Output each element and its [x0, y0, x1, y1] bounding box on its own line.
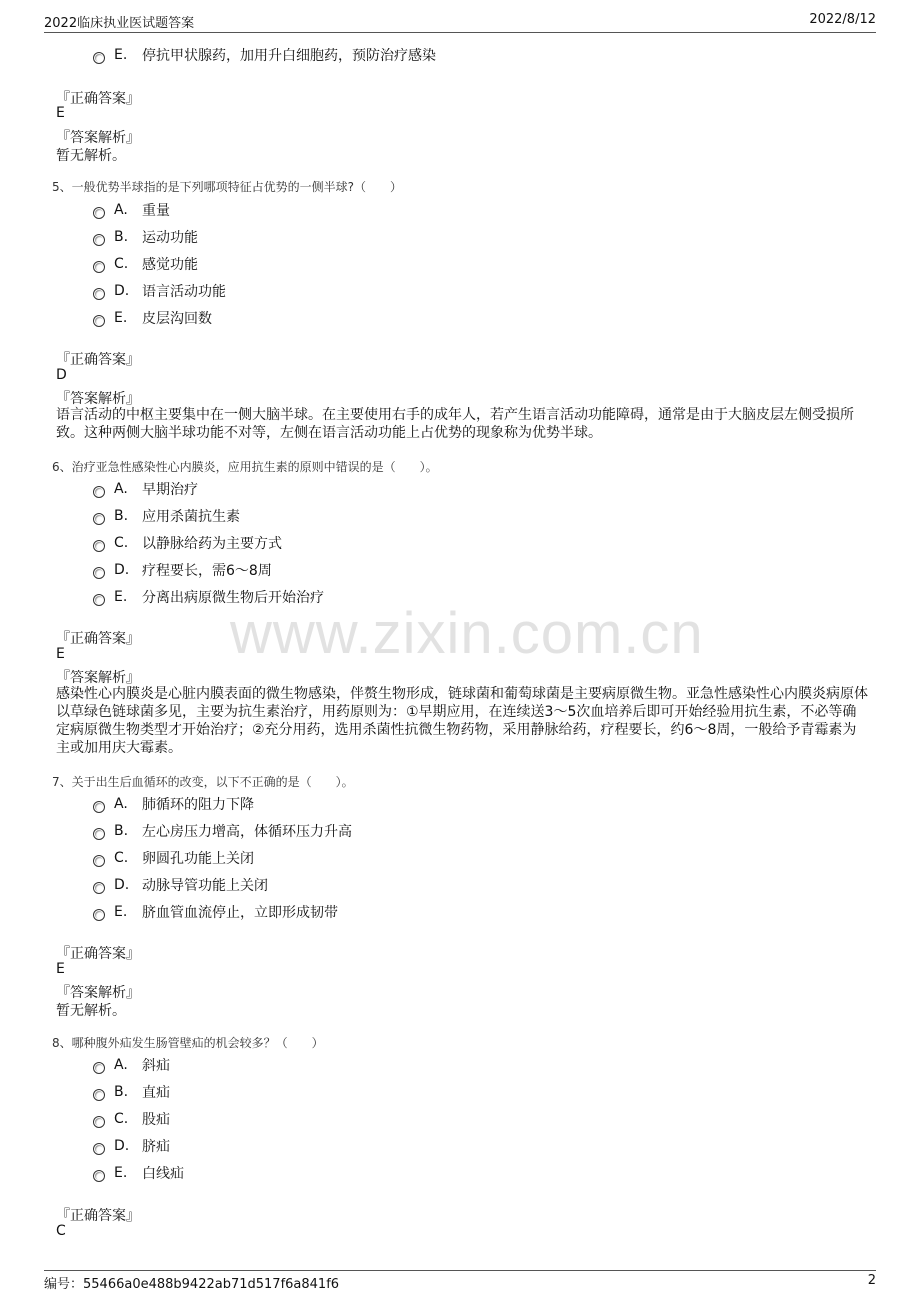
- question-5: 5、一般优势半球指的是下列哪项特征占优势的一侧半球?（ ）: [52, 180, 403, 194]
- page-number: 2: [867, 1273, 876, 1288]
- radio-icon[interactable]: [93, 567, 105, 579]
- correct-answer: E: [56, 961, 65, 977]
- doc-code: 编号：55466a0e488b9422ab71d517f6a841f6: [44, 1277, 340, 1292]
- option-c[interactable]: C. 卵圆孔功能上关闭: [93, 848, 254, 868]
- radio-icon[interactable]: [93, 1143, 105, 1155]
- correct-answer: E: [56, 105, 65, 121]
- page-footer: [44, 1270, 876, 1293]
- radio-icon[interactable]: [93, 801, 105, 813]
- correct-answer-label: 『正确答案』: [56, 352, 140, 368]
- question-6: 6、治疗亚急性感染性心内膜炎，应用抗生素的原则中错误的是（ ）。: [52, 460, 438, 474]
- option-c[interactable]: C. 感觉功能: [93, 254, 198, 274]
- radio-icon[interactable]: [93, 261, 105, 273]
- option-b[interactable]: B. 直疝: [93, 1082, 170, 1102]
- radio-icon[interactable]: [93, 855, 105, 867]
- correct-answer: C: [56, 1223, 66, 1239]
- option-a[interactable]: A. 重量: [93, 200, 170, 220]
- option-e[interactable]: E. 停抗甲状腺药，加用升白细胞药，预防治疗感染: [93, 45, 436, 65]
- page-header: [44, 12, 876, 33]
- option-c[interactable]: C. 以静脉给药为主要方式: [93, 533, 282, 553]
- analysis-label: 『答案解析』: [56, 130, 140, 146]
- radio-icon[interactable]: [93, 234, 105, 246]
- radio-icon[interactable]: [93, 315, 105, 327]
- radio-icon[interactable]: [93, 540, 105, 552]
- option-d[interactable]: D. 动脉导管功能上关闭: [93, 875, 268, 895]
- radio-icon[interactable]: [93, 882, 105, 894]
- option-c[interactable]: C. 股疝: [93, 1109, 170, 1129]
- radio-icon[interactable]: [93, 1116, 105, 1128]
- radio-icon[interactable]: [93, 909, 105, 921]
- analysis-text: 语言活动的中枢主要集中在一侧大脑半球。在主要使用右手的成年人，若产生语言活动功能障碍，通常是由于大脑皮层左侧受损所致。这种两侧大脑半球功能不对等，左侧在语言活动功能上占优势的现象称为优势半球。: [56, 407, 854, 441]
- option-e[interactable]: E. 分离出病原微生物后开始治疗: [93, 587, 324, 607]
- option-e[interactable]: E. 皮层沟回数: [93, 308, 212, 328]
- analysis-text: 暂无解析。: [56, 1003, 126, 1019]
- analysis-text: 感染性心内膜炎是心脏内膜表面的微生物感染，伴赘生物形成，链球菌和葡萄球菌是主要病原微生物。亚急性感染性心内膜炎病原体以草绿色链球菌多见，主要为抗生素治疗，用药原则为：①早期应用，在连续送3～5次血培养后即可开始经验用抗生素，不必等确定病原微生物类型才开始治疗；②充分用药，选用杀菌性抗微生物药物，采用静脉给药，疗程要长，约6～8周，一般给予青霉素为主或加用庆大霉素。: [56, 686, 868, 756]
- option-b[interactable]: B. 应用杀菌抗生素: [93, 506, 240, 526]
- question-7: 7、关于出生后血循环的改变，以下不正确的是（ ）。: [52, 775, 354, 789]
- correct-answer-label: 『正确答案』: [56, 946, 140, 962]
- radio-icon[interactable]: [93, 1089, 105, 1101]
- option-a[interactable]: A. 斜疝: [93, 1055, 170, 1075]
- radio-icon[interactable]: [93, 1062, 105, 1074]
- option-d[interactable]: D. 脐疝: [93, 1136, 170, 1156]
- analysis-label: 『答案解析』: [56, 670, 140, 686]
- radio-icon[interactable]: [93, 513, 105, 525]
- question-8: 8、哪种腹外疝发生肠管壁疝的机会较多？（ ）: [52, 1036, 324, 1050]
- option-a[interactable]: A. 早期治疗: [93, 479, 198, 499]
- doc-date: 2022/8/12: [809, 12, 876, 27]
- option-e[interactable]: E. 脐血管血流停止，立即形成韧带: [93, 902, 338, 922]
- option-e[interactable]: E. 白线疝: [93, 1163, 184, 1183]
- correct-answer-label: 『正确答案』: [56, 91, 140, 107]
- option-b[interactable]: B. 左心房压力增高，体循环压力升高: [93, 821, 352, 841]
- radio-icon[interactable]: [93, 207, 105, 219]
- radio-icon[interactable]: [93, 52, 105, 64]
- correct-answer: D: [56, 367, 67, 383]
- analysis-label: 『答案解析』: [56, 985, 140, 1001]
- radio-icon[interactable]: [93, 288, 105, 300]
- option-b[interactable]: B. 运动功能: [93, 227, 198, 247]
- analysis-text: 暂无解析。: [56, 148, 126, 164]
- option-d[interactable]: D. 语言活动功能: [93, 281, 226, 301]
- radio-icon[interactable]: [93, 486, 105, 498]
- radio-icon[interactable]: [93, 1170, 105, 1182]
- radio-icon[interactable]: [93, 594, 105, 606]
- correct-answer-label: 『正确答案』: [56, 1208, 140, 1224]
- correct-answer-label: 『正确答案』: [56, 631, 140, 647]
- correct-answer: E: [56, 646, 65, 662]
- analysis-label: 『答案解析』: [56, 391, 140, 407]
- watermark: www.zixin.com.cn: [230, 601, 704, 666]
- doc-title: 2022临床执业医试题答案: [44, 16, 195, 31]
- option-d[interactable]: D. 疗程要长，需6～8周: [93, 560, 272, 580]
- radio-icon[interactable]: [93, 828, 105, 840]
- option-a[interactable]: A. 肺循环的阻力下降: [93, 794, 254, 814]
